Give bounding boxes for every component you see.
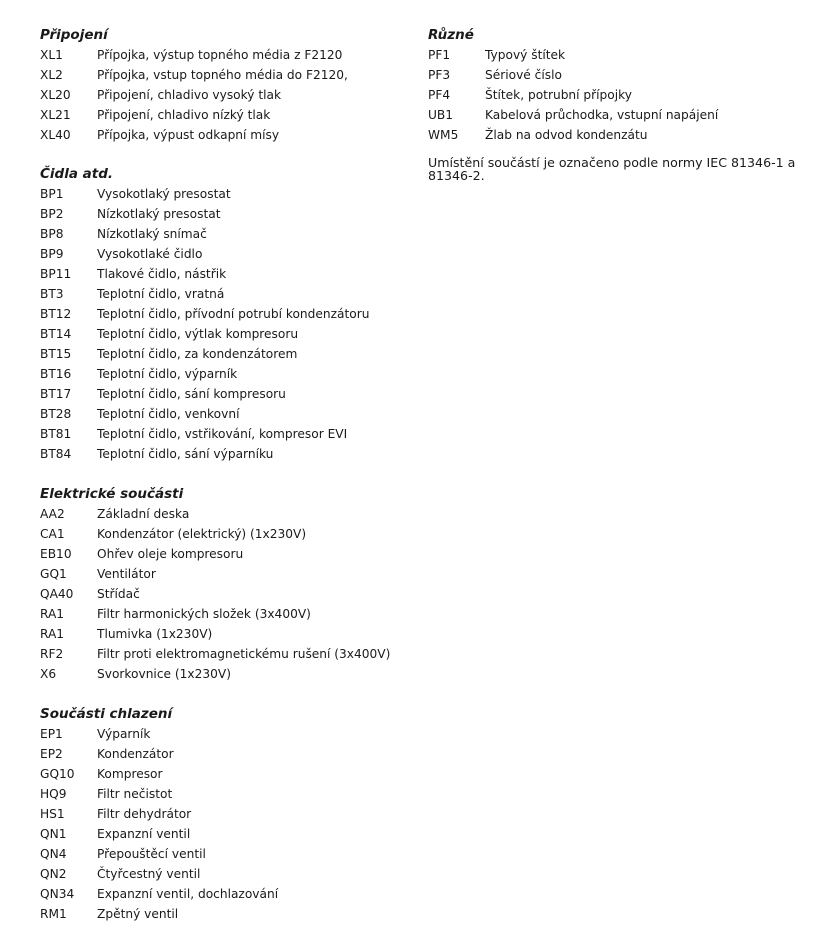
component-code: XL2 (40, 68, 63, 82)
component-description: Základní deska (97, 507, 190, 521)
component-description: Přípojka, výstup topného média z F2120 (97, 48, 343, 62)
component-row (40, 444, 369, 464)
component-description: Typový štítek (485, 48, 566, 62)
component-code: HQ9 (40, 787, 67, 801)
component-description: Teplotní čidlo, vstřikování, kompresor EVI (97, 427, 348, 441)
component-row (40, 644, 390, 664)
component-description: Svorkovnice (1x230V) (97, 667, 231, 681)
component-row (428, 65, 718, 85)
component-code: XL40 (40, 128, 71, 142)
component-code: BT81 (40, 427, 72, 441)
component-description: Teplotní čidlo, sání kompresoru (97, 387, 286, 401)
component-code: BT28 (40, 407, 72, 421)
component-description: Ventilátor (97, 567, 156, 581)
component-code: GQ10 (40, 767, 75, 781)
component-description: Zpětný ventil (97, 907, 179, 921)
component-description: Expanzní ventil (97, 827, 191, 841)
component-row (428, 105, 718, 125)
component-description: Expanzní ventil, dochlazování (97, 887, 279, 901)
component-row (40, 304, 369, 324)
component-row (40, 724, 278, 744)
component-description: Teplotní čidlo, vratná (97, 287, 225, 301)
component-code: QA40 (40, 587, 74, 601)
component-description: Teplotní čidlo, výparník (97, 367, 238, 381)
section-heading: Elektrické součásti (40, 486, 184, 502)
component-row (40, 524, 390, 544)
section-heading: Připojení (40, 27, 108, 43)
component-description: Filtr dehydrátor (97, 807, 192, 821)
component-row (40, 45, 348, 65)
component-row (428, 85, 718, 105)
component-row (40, 244, 369, 264)
component-code: AA2 (40, 507, 65, 521)
component-code: BP2 (40, 207, 64, 221)
component-code: BT16 (40, 367, 72, 381)
component-row (40, 125, 348, 145)
component-description: Nízkotlaký snímač (97, 227, 207, 241)
component-row (428, 45, 718, 65)
component-row (40, 504, 390, 524)
component-description: Střídač (97, 587, 140, 601)
component-row (428, 125, 718, 145)
component-description: Filtr nečistot (97, 787, 173, 801)
component-code: PF4 (428, 88, 451, 102)
section-heading: Různé (428, 27, 474, 43)
component-row (40, 844, 278, 864)
component-code: BT14 (40, 327, 72, 341)
component-code: RM1 (40, 907, 67, 921)
component-code: QN1 (40, 827, 67, 841)
component-code: RF2 (40, 647, 64, 661)
component-row (40, 784, 278, 804)
section-ruzne (428, 25, 718, 145)
component-row (40, 364, 369, 384)
section-heading: Součásti chlazení (40, 706, 173, 722)
component-description: Přípojka, vstup topného média do F2120, (97, 68, 348, 82)
component-row (40, 764, 278, 784)
component-row (40, 65, 348, 85)
component-code: XL20 (40, 88, 71, 102)
component-row (40, 424, 369, 444)
component-description: Kompresor (97, 767, 163, 781)
component-description: Připojení, chladivo vysoký tlak (97, 88, 282, 102)
component-description: Ohřev oleje kompresoru (97, 547, 244, 561)
component-code: PF1 (428, 48, 451, 62)
component-description: Teplotní čidlo, přívodní potrubí kondenzátoru (97, 307, 370, 321)
component-row (40, 284, 369, 304)
component-code: WM5 (428, 128, 459, 142)
component-row (40, 204, 369, 224)
component-description: Teplotní čidlo, sání výparníku (97, 447, 274, 461)
component-code: BT12 (40, 307, 72, 321)
component-code: BT17 (40, 387, 72, 401)
component-code: EP1 (40, 727, 63, 741)
component-row (40, 584, 390, 604)
component-description: Tlakové čidlo, nástřik (97, 267, 227, 281)
component-row (40, 624, 390, 644)
component-row (40, 544, 390, 564)
standard-note: Umístění součástí je označeno podle normy IEC 81346-1 a 81346-2. (428, 155, 796, 183)
component-description: Přepouštěcí ventil (97, 847, 206, 861)
component-description: Štítek, potrubní přípojky (485, 88, 632, 102)
component-row (40, 264, 369, 284)
component-code: X6 (40, 667, 57, 681)
component-code: BP8 (40, 227, 64, 241)
component-row (40, 864, 278, 884)
component-code: BP11 (40, 267, 72, 281)
component-code: CA1 (40, 527, 65, 541)
component-description: Vysokotlaké čidlo (97, 247, 203, 261)
component-row (40, 224, 369, 244)
component-code: BT15 (40, 347, 72, 361)
component-description: Filtr harmonických složek (3x400V) (97, 607, 311, 621)
component-row (40, 904, 278, 924)
component-row (40, 404, 369, 424)
section-pripojeni (40, 25, 348, 145)
component-code: XL21 (40, 108, 71, 122)
section-heading: Čidla atd. (40, 166, 113, 182)
component-description: Žlab na odvod kondenzátu (485, 128, 648, 142)
component-code: QN4 (40, 847, 67, 861)
component-code: QN34 (40, 887, 75, 901)
component-row (40, 604, 390, 624)
component-code: QN2 (40, 867, 67, 881)
section-chlazeni (40, 704, 278, 924)
component-description: Nízkotlaký presostat (97, 207, 221, 221)
component-description: Kabelová průchodka, vstupní napájení (485, 108, 719, 122)
component-code: BT3 (40, 287, 64, 301)
component-row (40, 344, 369, 364)
component-description: Výparník (97, 727, 151, 741)
component-row (40, 884, 278, 904)
component-code: EP2 (40, 747, 63, 761)
component-code: UB1 (428, 108, 454, 122)
component-description: Připojení, chladivo nízký tlak (97, 108, 271, 122)
component-code: GQ1 (40, 567, 67, 581)
component-row (40, 564, 390, 584)
component-code: XL1 (40, 48, 63, 62)
component-code: PF3 (428, 68, 451, 82)
component-description: Vysokotlaký presostat (97, 187, 231, 201)
component-row (40, 105, 348, 125)
component-code: BP1 (40, 187, 64, 201)
component-description: Přípojka, výpust odkapní mísy (97, 128, 280, 142)
component-row (40, 324, 369, 344)
component-description: Kondenzátor (elektrický) (1x230V) (97, 527, 307, 541)
section-elektricke (40, 484, 390, 684)
component-code: RA1 (40, 627, 65, 641)
component-code: BP9 (40, 247, 64, 261)
component-code: HS1 (40, 807, 65, 821)
component-row (40, 184, 369, 204)
component-description: Filtr proti elektromagnetickému rušení (3x400V) (97, 647, 391, 661)
component-description: Teplotní čidlo, venkovní (97, 407, 240, 421)
section-cidla (40, 164, 369, 464)
component-description: Kondenzátor (97, 747, 174, 761)
component-code: RA1 (40, 607, 65, 621)
component-row (40, 85, 348, 105)
component-code: EB10 (40, 547, 72, 561)
component-description: Tlumivka (1x230V) (97, 627, 213, 641)
component-description: Čtyřcestný ventil (97, 867, 201, 881)
component-row (40, 744, 278, 764)
component-row (40, 384, 369, 404)
component-row (40, 664, 390, 684)
component-code: BT84 (40, 447, 72, 461)
component-description: Sériové číslo (485, 68, 562, 82)
component-row (40, 804, 278, 824)
component-description: Teplotní čidlo, výtlak kompresoru (97, 327, 299, 341)
component-row (40, 824, 278, 844)
component-description: Teplotní čidlo, za kondenzátorem (97, 347, 298, 361)
